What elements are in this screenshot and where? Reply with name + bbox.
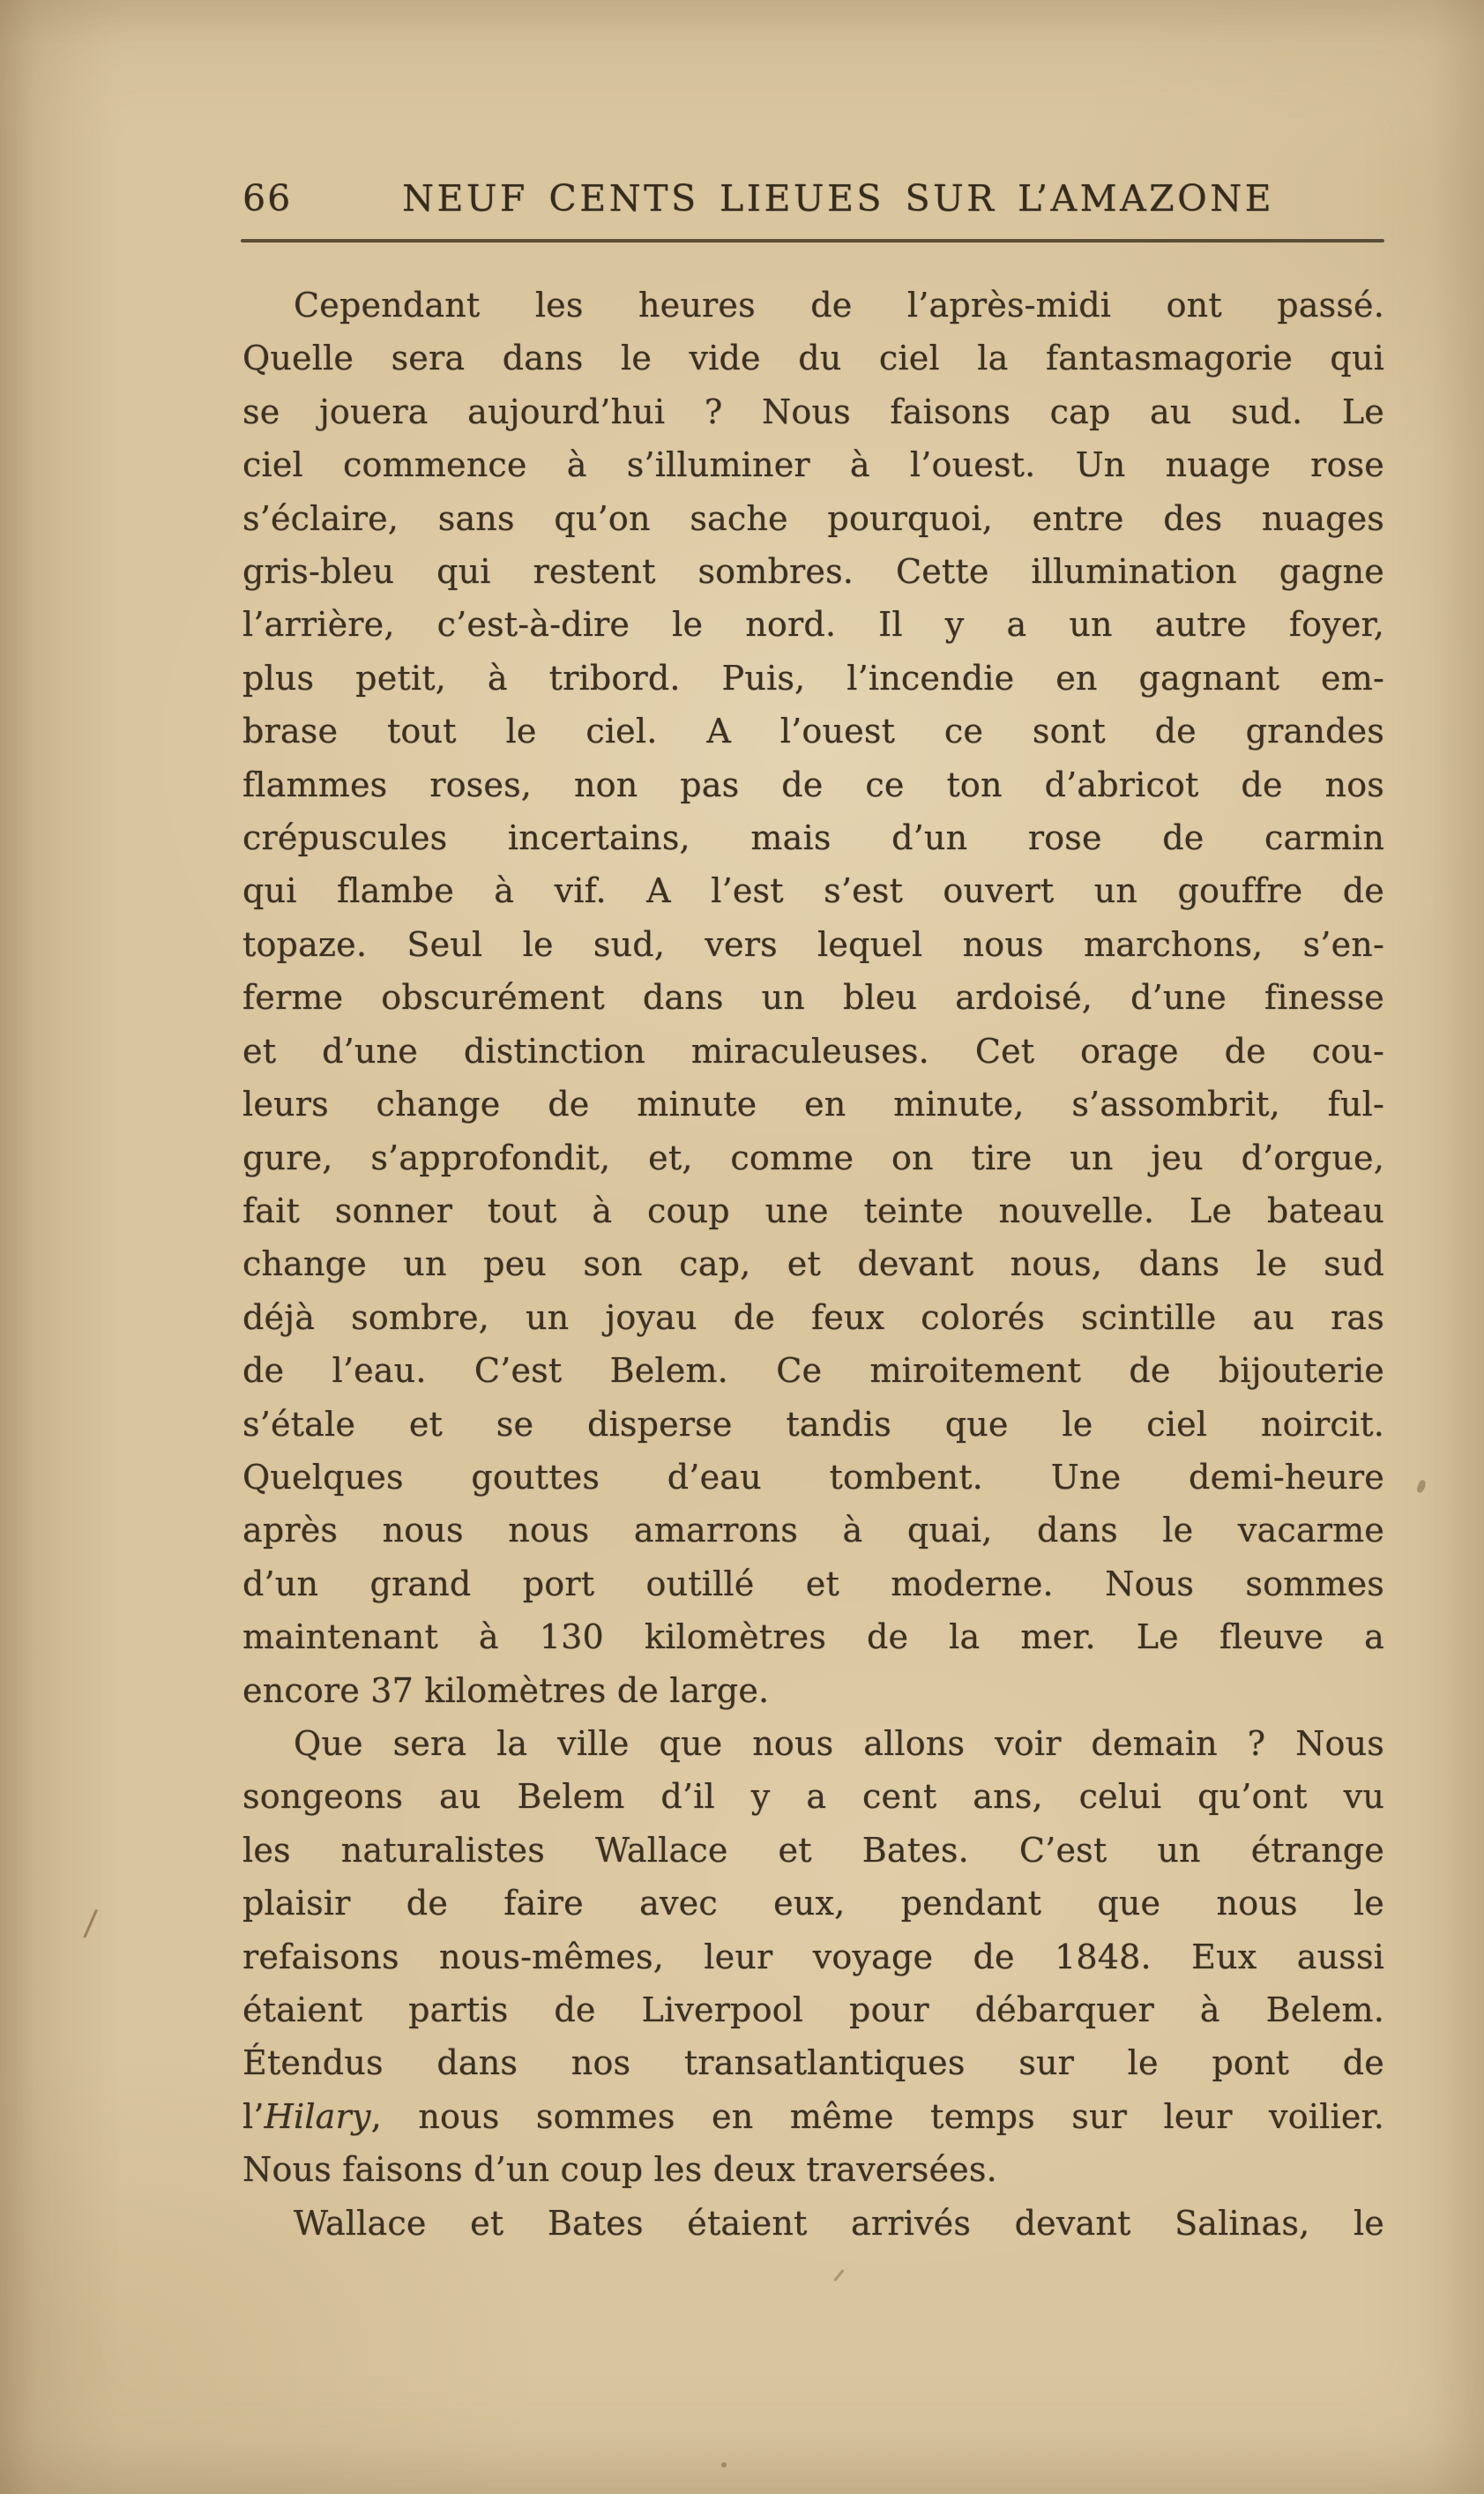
text-line: Quelle sera dans le vide du ciel la fantasmagorie qui [242, 339, 1384, 378]
text-line: topaze. Seul le sud, vers lequel nous marchons, s’en- [242, 924, 1384, 964]
paper-speck [1416, 1479, 1427, 1494]
text-line: et d’une distinction miraculeuses. Cet orage de cou- [242, 1031, 1384, 1071]
text-line: fait sonner tout à coup une teinte nouvelle. Le bateau [242, 1191, 1384, 1230]
page-number: 66 [242, 177, 293, 220]
text-line: ciel commence à s’illuminer à l’ouest. Un nuage rose [242, 445, 1384, 485]
text-line: Quelques gouttes d’eau tombent. Une demi-heure [242, 1457, 1384, 1497]
text-line: Cependant les heures de l’après-midi ont passé. [294, 286, 1384, 325]
text-line: l’arrière, c’est-à-dire le nord. Il y a un autre foyer, [242, 605, 1384, 645]
text-line-hilary [242, 2090, 1384, 2143]
paragraph-2 [242, 1717, 1384, 2197]
text-line: Nous faisons d’un coup les deux traversées. [242, 2150, 997, 2190]
text-line: se jouera aujourd’hui ? Nous faisons cap au sud. Le [242, 392, 1384, 431]
text-line: Wallace et Bates étaient arrivés devant Salinas, le [294, 2203, 1384, 2243]
text-line: songeons au Belem d’il y a cent ans, celui qu’ont vu [242, 1777, 1384, 1817]
text-line: Étendus dans nos transatlantiques sur le pont de [242, 2043, 1384, 2083]
text-line: change un peu son cap, et devant nous, dans le sud [242, 1244, 1384, 1284]
text-line: qui flambe à vif. A l’est s’est ouvert un gouffre de [242, 871, 1384, 911]
paragraph-3 [242, 2197, 1384, 2250]
page-body [242, 279, 1384, 2250]
text-line: ferme obscurément dans un bleu ardoisé, d’une finesse [242, 978, 1384, 1018]
paper-speck [721, 2462, 727, 2468]
text-line: gure, s’approfondit, et, comme on tire un jeu d’orgue, [242, 1138, 1384, 1177]
header-rule [241, 239, 1384, 243]
text-line: étaient partis de Liverpool pour débarquer à Belem. [242, 1990, 1384, 2029]
text-line: d’un grand port outillé et moderne. Nous sommes [242, 1564, 1384, 1603]
paper-speck [833, 2269, 845, 2281]
text-segment: l’ [242, 2096, 265, 2136]
text-line: gris-bleu qui restent sombres. Cette illumination gagne [242, 552, 1384, 592]
text-line: brase tout le ciel. A l’ouest ce sont de grandes [242, 712, 1384, 751]
paragraph-1 [242, 279, 1384, 1717]
text-line: refaisons nous-mêmes, leur voyage de 1848. Eux aussi [242, 1937, 1384, 1976]
text-line: les naturalistes Wallace et Bates. C’est un étrange [242, 1830, 1384, 1870]
text-line: crépuscules incertains, mais d’un rose de carmin [242, 818, 1384, 858]
text-line: plus petit, à tribord. Puis, l’incendie en gagnant em- [242, 658, 1384, 698]
margin-pencil-mark: / [82, 1902, 99, 1945]
text-line: s’éclaire, sans qu’on sache pourquoi, entre des nuages [242, 498, 1384, 538]
text-line: déjà sombre, un joyau de feux colorés scintille au ras [242, 1297, 1384, 1337]
text-line: flammes roses, non pas de ce ton d’abricot de nos [242, 765, 1384, 804]
running-title: NEUF CENTS LIEUES SUR L’AMAZONE [402, 177, 1275, 220]
page-header [242, 179, 1384, 218]
text-segment: , nous sommes en même temps sur leur voilier. [370, 2096, 1384, 2136]
text-line: leurs change de minute en minute, s’assombrit, ful- [242, 1085, 1384, 1124]
text-line: plaisir de faire avec eux, pendant que nous le [242, 1884, 1384, 1923]
text-line: après nous nous amarrons à quai, dans le vacarme [242, 1511, 1384, 1550]
text-line: encore 37 kilomètres de large. [242, 1670, 770, 1710]
text-line: s’étale et se disperse tandis que le ciel noircit. [242, 1404, 1384, 1444]
text-line: maintenant à 130 kilomètres de la mer. Le fleuve a [242, 1617, 1384, 1657]
text-line: de l’eau. C’est Belem. Ce miroitement de bijouterie [242, 1351, 1384, 1391]
ship-name-italic: Hilary [264, 2096, 371, 2136]
text-line: Que sera la ville que nous allons voir demain ? Nous [294, 1723, 1384, 1763]
